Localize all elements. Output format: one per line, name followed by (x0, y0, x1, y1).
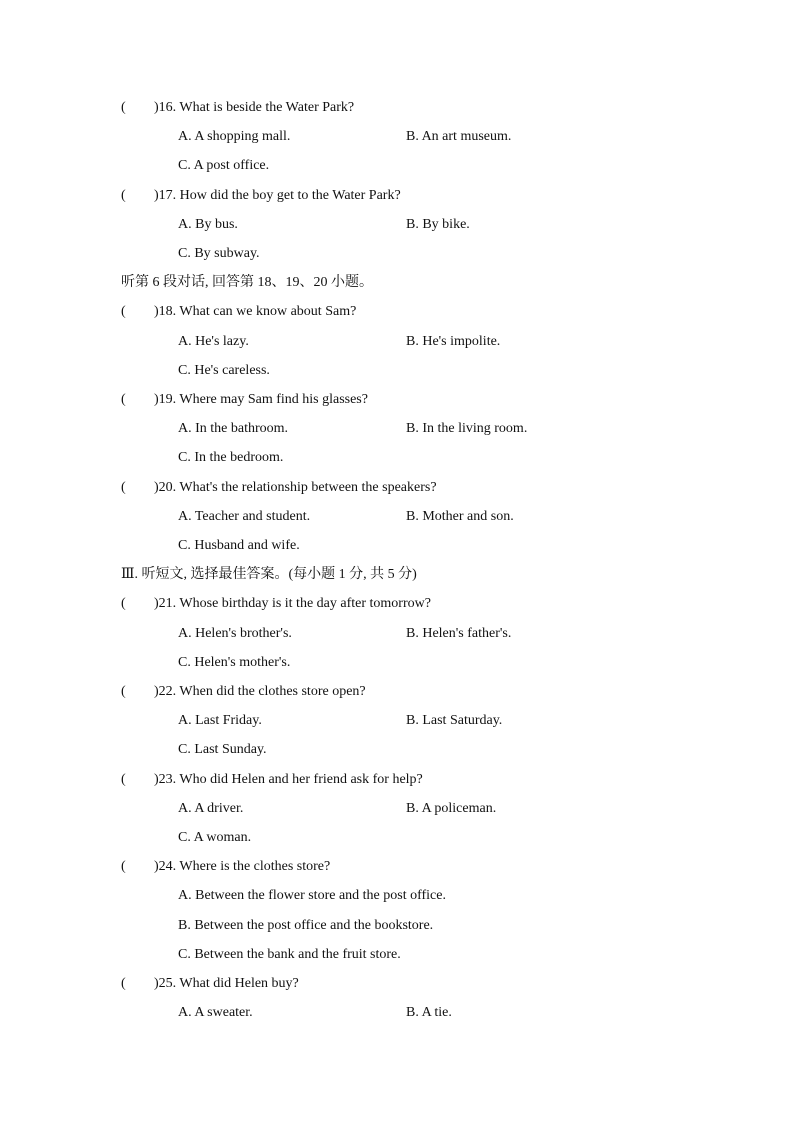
question-line (121, 187, 401, 205)
option-line: B. Between the post office and the bookstore. (178, 918, 434, 933)
answer-blank: ( (121, 684, 126, 699)
question-text: )25. What did Helen buy? (154, 976, 299, 991)
option-right: B. Mother and son. (406, 509, 514, 524)
option-left: A. Last Friday. (178, 713, 262, 728)
option-right: B. By bike. (406, 217, 470, 232)
question-line (121, 858, 330, 876)
option-line: C. By subway. (178, 246, 260, 261)
option-line: C. A woman. (178, 830, 252, 845)
answer-blank: ( (121, 596, 126, 611)
option-right: B. Last Saturday. (406, 713, 503, 728)
option-right: B. Helen's father's. (406, 626, 512, 641)
option-left: A. By bus. (178, 217, 238, 232)
answer-blank: ( (121, 188, 126, 203)
question-text: )19. Where may Sam find his glasses? (154, 392, 368, 407)
option-right: B. A policeman. (406, 801, 497, 816)
question-text: )20. What's the relationship between the speakers? (154, 480, 437, 495)
option-right: B. A tie. (406, 1005, 452, 1020)
question-text: )24. Where is the clothes store? (154, 859, 331, 874)
option-line: C. Last Sunday. (178, 742, 267, 757)
option-line: A. Between the flower store and the post office. (178, 888, 446, 903)
question-line (121, 975, 299, 993)
option-line: C. A post office. (178, 158, 270, 173)
question-text: )16. What is beside the Water Park? (154, 100, 355, 115)
option-left: A. Teacher and student. (178, 509, 311, 524)
question-text: )23. Who did Helen and her friend ask for help? (154, 772, 423, 787)
option-left: A. In the bathroom. (178, 421, 289, 436)
answer-blank: ( (121, 772, 126, 787)
section-heading: Ⅲ. 听短文, 选择最佳答案。(每小题 1 分, 共 5 分) (121, 567, 417, 582)
option-line: C. Husband and wife. (178, 538, 300, 553)
option-left: A. He's lazy. (178, 334, 249, 349)
question-text: )18. What can we know about Sam? (154, 304, 357, 319)
question-line (121, 595, 431, 613)
answer-blank: ( (121, 304, 126, 319)
answer-blank: ( (121, 480, 126, 495)
option-right: B. An art museum. (406, 129, 512, 144)
question-line (121, 683, 366, 701)
question-line (121, 771, 423, 789)
answer-blank: ( (121, 859, 126, 874)
question-text: )17. How did the boy get to the Water Park? (154, 188, 401, 203)
option-left: A. A driver. (178, 801, 244, 816)
option-right: B. In the living room. (406, 421, 528, 436)
option-left: A. A sweater. (178, 1005, 253, 1020)
question-line (121, 99, 354, 117)
option-line: C. In the bedroom. (178, 450, 284, 465)
option-left: A. Helen's brother's. (178, 626, 292, 641)
question-line (121, 391, 368, 409)
answer-blank: ( (121, 976, 126, 991)
option-line: C. Helen's mother's. (178, 655, 291, 670)
question-text: )21. Whose birthday is it the day after tomorrow? (154, 596, 431, 611)
section-heading: 听第 6 段对话, 回答第 18、19、20 小题。 (121, 275, 373, 290)
option-right: B. He's impolite. (406, 334, 501, 349)
question-line (121, 479, 437, 497)
answer-blank: ( (121, 392, 126, 407)
answer-blank: ( (121, 100, 126, 115)
option-left: A. A shopping mall. (178, 129, 291, 144)
option-line: C. He's careless. (178, 363, 270, 378)
question-text: )22. When did the clothes store open? (154, 684, 366, 699)
option-line: C. Between the bank and the fruit store. (178, 947, 401, 962)
question-line (121, 303, 356, 321)
